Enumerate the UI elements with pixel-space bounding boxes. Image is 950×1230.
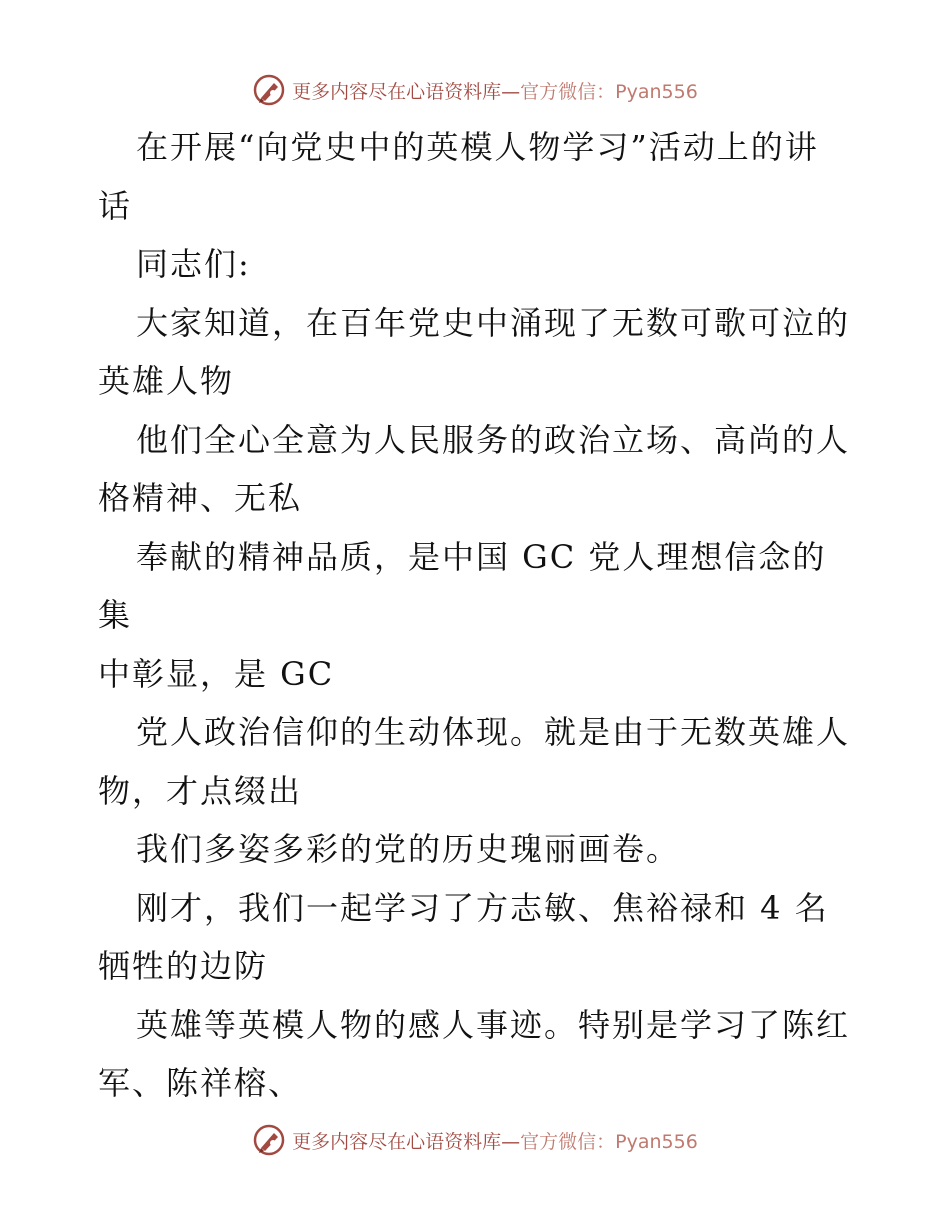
paragraph-line: 军、陈祥榕、 <box>98 1064 303 1102</box>
footer-text <box>292 1127 698 1154</box>
header-text <box>292 77 698 104</box>
paragraph-line: 话 <box>98 186 133 225</box>
paragraph <box>98 879 858 996</box>
paragraph-line: 牺牲的边防 <box>98 947 269 985</box>
paragraph <box>98 118 858 235</box>
paragraph <box>98 820 858 879</box>
paragraph-line: 党人政治信仰的生动体现。就是由于无数英雄人 <box>136 713 851 751</box>
paragraph-line: 英雄等英模人物的感人事迹。特别是学习了陈红 <box>136 1005 851 1044</box>
paragraph-line: 英雄人物 <box>98 362 235 400</box>
header-wechat-text: 官方微信：Pyan556 <box>520 80 698 103</box>
footer-brand-text: 更多内容尽在心语资料库 <box>292 1130 502 1153</box>
footer-wechat-text: 官方微信：Pyan556 <box>520 1130 698 1153</box>
header-banner <box>0 70 950 110</box>
paragraph <box>98 235 858 294</box>
paragraph-line: 同志们: <box>136 245 251 283</box>
paragraph <box>98 528 858 704</box>
header-separator: — <box>501 80 521 103</box>
footer-banner <box>0 1120 950 1160</box>
paragraph-line: 刚才，我们一起学习了方志敏、焦裕禄和 4 名 <box>136 888 829 927</box>
document-body <box>98 118 858 1113</box>
paragraph-line: 大家知道，在百年党史中涌现了无数可歌可泣的 <box>136 303 851 342</box>
paragraph-line: 在开展“向党史中的英模人物学习”活动上的讲 <box>136 128 819 166</box>
pen-circle-logo-icon <box>252 73 286 107</box>
paragraph-line: 他们全心全意为人民服务的政治立场、高尚的人 <box>136 420 851 459</box>
paragraph <box>98 996 858 1113</box>
paragraph-line: 格精神、无私 <box>98 479 303 517</box>
paragraph <box>98 703 858 820</box>
paragraph-line: 物，才点缀出 <box>98 771 303 810</box>
paragraph-line: 我们多姿多彩的党的历史瑰丽画卷。 <box>136 830 681 868</box>
pen-circle-logo-icon <box>252 1123 286 1157</box>
header-brand-text: 更多内容尽在心语资料库 <box>292 80 502 103</box>
paragraph-line: 中彰显，是 GC <box>98 654 335 693</box>
paragraph <box>98 294 858 411</box>
footer-separator: — <box>501 1130 521 1153</box>
paragraph-line: 奉献的精神品质，是中国 GC 党人理想信念的集 <box>98 537 827 634</box>
paragraph <box>98 411 858 528</box>
